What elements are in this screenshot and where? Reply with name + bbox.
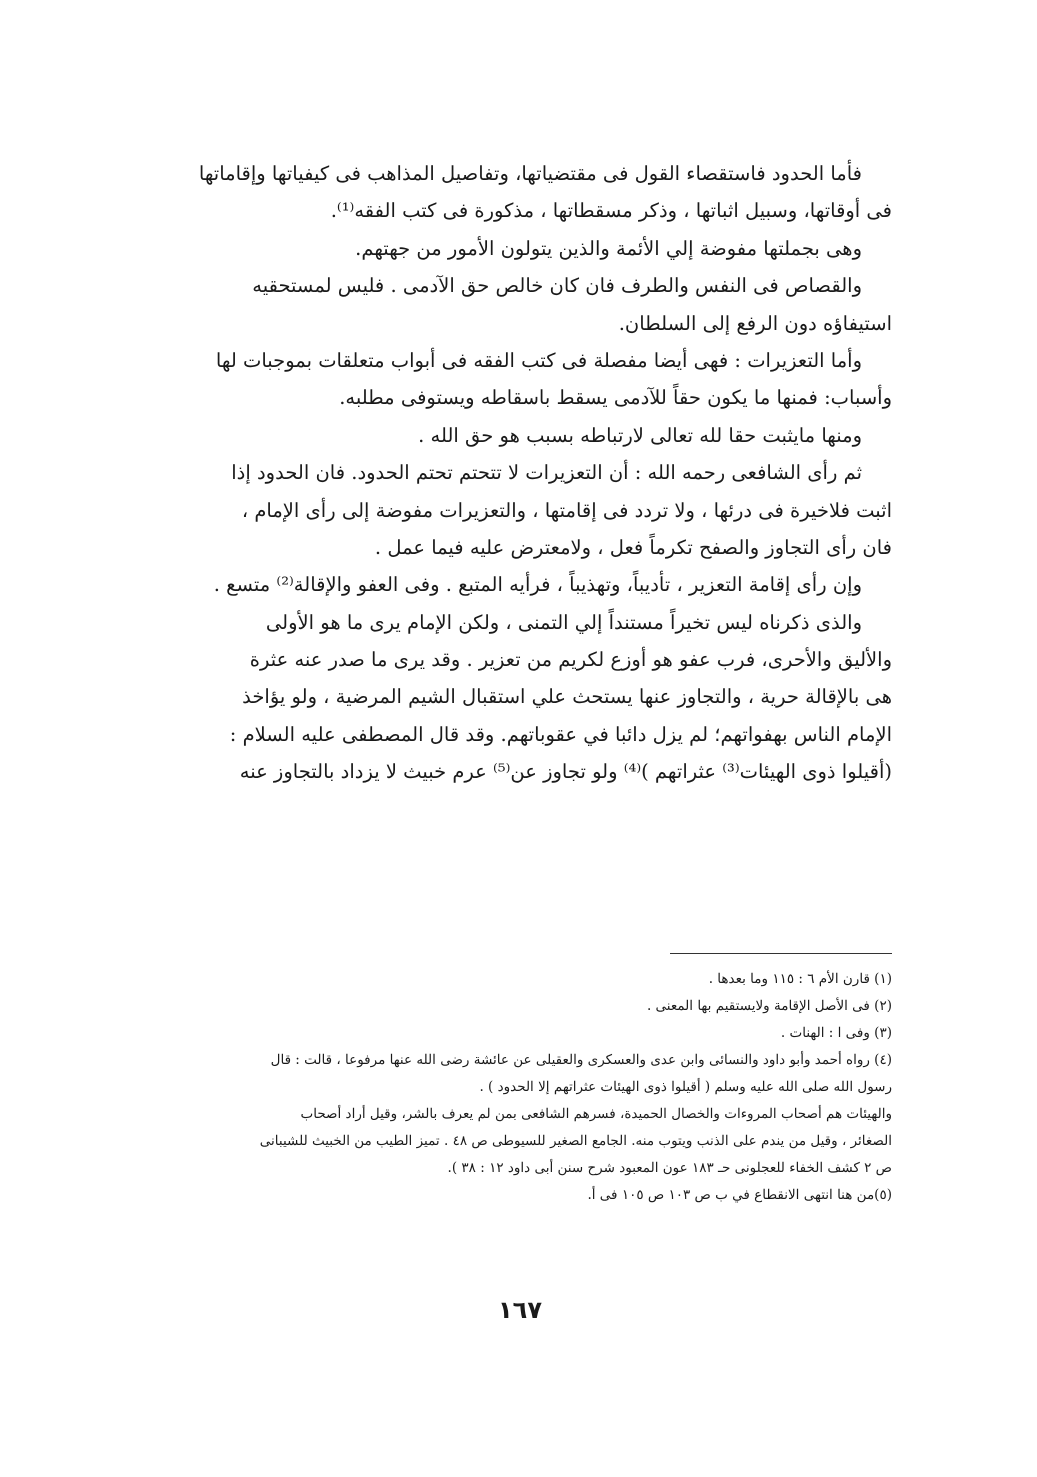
text-line: ثم رأى الشافعى رحمه الله : أن التعزيرات لا تتحتم تحتم الحدود. فان الحدود إذا	[231, 461, 862, 485]
text-line: فى أوقاتها، وسبيل اثباتها ، وذكر مسقطاتها ، مذكورة فى كتب الفقه⁽¹⁾.	[330, 199, 892, 223]
footnote-4: (٤) رواه أحمد وأبو داود والنسائى وابن عدى والعسكرى والعقيلى عن عائشة رضى الله عنها مرفوعا ، قالت : قال	[270, 1052, 892, 1068]
text-line: الإمام الناس بهفواتهم؛ لم يزل دائبا في عقوباتهم. وقد قال المصطفى عليه السلام :	[229, 722, 892, 746]
text-line: والقصاص فى النفس والطرف فان كان خالص حق الآدمى . فليس لمستحقيه	[252, 274, 862, 298]
footnote-4-cont: الصغائر ، وقيل من يندم على الذنب ويتوب منه. الجامع الصغير للسيوطى ص ٤٨ . تميز الطيب من الخبيث للشيبانى	[259, 1133, 892, 1149]
text-line: اثبت فلاخيرة فى درئها ، ولا تردد فى إقامتها ، والتعزيرات مفوضة إلى رأى الإمام ،	[241, 498, 892, 522]
text-line: (أقيلوا ذوى الهيئات⁽³⁾ عثراتهم )⁽⁴⁾ ولو تجاوز عن⁽⁵⁾ عرم خبيث لا يزداد بالتجاوز عنه	[239, 760, 892, 784]
text-line: فان رأى التجاوز والصفح تكرماً فعل ، ولامعترض عليه فيما عمل .	[374, 535, 892, 559]
text-line: ومنها مايثبت حقا لله تعالى لارتباطه بسبب هو حق الله .	[418, 423, 862, 447]
text-line: وهى بجملتها مفوضة إلي الأئمة والذين يتولون الأمور من جهتهم.	[355, 236, 862, 260]
text-line: فأما الحدود فاستقصاء القول فى مقتضياتها، وتفاصيل المذاهب فى كيفياتها وإقاماتها	[198, 162, 862, 185]
footnote-4-cont: رسول الله صلى الله عليه وسلم ( أقيلوا ذوى الهيئات عثراتهم إلا الحدود ) .	[479, 1079, 892, 1095]
text-line: والأليق والأحرى، فرب عفو هو أوزع لكريم من تعزير . وقد يرى ما صدر عنه عثرة	[249, 648, 892, 672]
footnote-5: (٥)من هنا انتهى الانقطاع في ب ص ١٠٣ ص ١٠٥ فى أ.	[587, 1187, 892, 1203]
text-line: وأما التعزيرات : فهى أيضا مفصلة فى كتب الفقه فى أبواب متعلقات بموجبات لها	[215, 348, 862, 372]
text-line: استيفاؤه دون الرفع إلى السلطان.	[618, 311, 892, 335]
text-line: هى بالإقالة حرية ، والتجاوز عنها يستحث علي استقبال الشيم المرضية ، ولو يؤاخذ	[242, 685, 892, 709]
text-line: والذى ذكرناه ليس تخيراً مستنداً إلي التمنى ، ولكن الإمام يرى ما هو الأولى	[265, 610, 862, 634]
footnote-1: (١) قارن الأم ٦ : ١١٥ وما بعدها .	[708, 971, 892, 987]
footnote-3: (٣) وفى ا : الهنات .	[780, 1025, 892, 1041]
main-text	[170, 155, 892, 791]
footnote-divider	[670, 953, 892, 954]
footnote-4-cont: ص ٢ كشف الخفاء للعجلونى حـ ١٨٣ عون المعبود شرح سنن أبى داود ١٢ : ٣٨ ).	[447, 1160, 892, 1176]
text-line: وأسباب: فمنها ما يكون حقاً للآدمى يسقط باسقاطه ويستوفى مطلبه.	[339, 386, 892, 410]
footnotes	[170, 966, 892, 1209]
footnote-4-cont: والهيئات هم أصحاب المروءات والخصال الحميدة، فسرهم الشافعى بمن لم يعرف بالشر، وقيل أراد أصحاب	[300, 1106, 892, 1122]
text-line: وإن رأى إقامة التعزير ، تأديباً، وتهذيباً ، فرأيه المتبع . وفى العفو والإقالة⁽²⁾ متسع .	[213, 573, 862, 597]
page-number: ١٦٧	[498, 1296, 542, 1324]
footnote-2: (٢) فى الأصل الإقامة ولايستقيم بها المعنى .	[646, 998, 892, 1014]
